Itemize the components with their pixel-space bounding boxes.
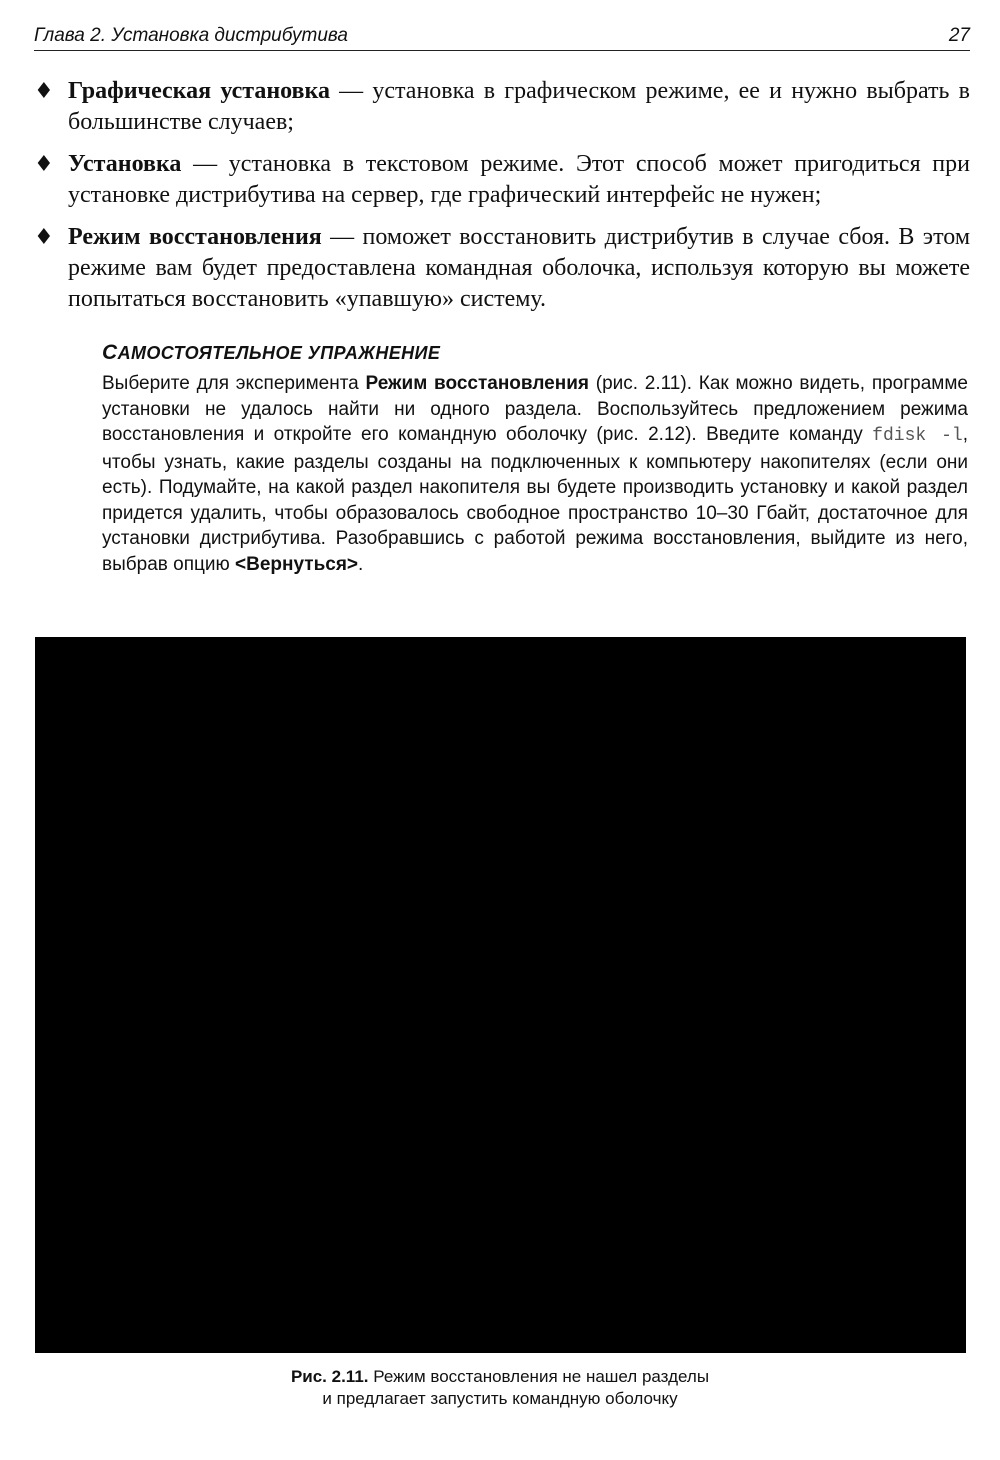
list-item (34, 76, 970, 138)
exercise-text-part: , чтобы узнать, какие разделы созданы на подключенных к компьютеру накопителях (если они есть). Подумайте, на какой раздел накопителя вы будете производить установку и какой раздел придется удалить, чтобы образовалось свободное пространство 10–30 Гбайт, достаточное для установки дистрибутива. Разобравшись с работой режима восстановления, выйдите из него, выбрав опцию (102, 424, 968, 575)
running-header (34, 22, 970, 51)
exercise-text (102, 371, 968, 577)
list-item-term: Установка (68, 151, 182, 177)
figure-caption-line-2: и предлагает запустить командную оболочку (322, 1389, 678, 1408)
install-mode-list (34, 76, 970, 326)
figure-label: Рис. 2.11. (290, 1367, 369, 1386)
list-item-text: — установка в текстовом режиме. Этот способ может пригодиться при установке дистрибутива на сервер, где графический интерфейс не нужен; (68, 151, 970, 208)
exercise-text-part: (рис. 2.11). Как можно видеть, программе установки не удалось найти ни одного раздела. Воспользуйтесь предложением режима восстановления и откройте его командную оболочку (рис. 2.12). Введите команду (102, 373, 968, 445)
list-item (34, 149, 970, 211)
exercise-box (102, 341, 968, 577)
chapter-title: Глава 2. Установка дистрибутива (34, 25, 348, 46)
exercise-return-option: <Вернуться> (235, 553, 359, 575)
list-item-text: — поможет восстановить дистрибутив в случае сбоя. В этом режиме вам будет предоставлена командная оболочка, используя которую вы можете попытаться восстановить «упавшую» систему. (68, 224, 971, 312)
figure-caption (100, 1366, 900, 1410)
exercise-command-code: fdisk -l (872, 426, 963, 446)
exercise-title-initial: С (102, 341, 118, 364)
diamond-bullet-icon: ♦ (34, 152, 54, 177)
list-item-term: Графическая установка (68, 78, 330, 104)
exercise-title (102, 341, 968, 365)
exercise-text-part: . (358, 553, 364, 575)
exercise-title-rest: АМОСТОЯТЕЛЬНОЕ УПРАЖНЕНИЕ (117, 343, 441, 363)
list-item-text: — установка в графическом режиме, ее и нужно выбрать в большинстве случаев; (68, 78, 971, 135)
page-number: 27 (948, 25, 970, 46)
list-item (34, 222, 970, 315)
diamond-bullet-icon: ♦ (34, 225, 54, 250)
exercise-mode-name: Режим восстановления (365, 373, 589, 394)
figure-screenshot (35, 637, 966, 1353)
exercise-text-part: Выберите для эксперимента (102, 373, 366, 394)
figure-caption-line-1: Режим восстановления не нашел разделы (368, 1367, 710, 1386)
list-item-term: Режим восстановления (68, 224, 322, 250)
diamond-bullet-icon: ♦ (34, 79, 54, 104)
